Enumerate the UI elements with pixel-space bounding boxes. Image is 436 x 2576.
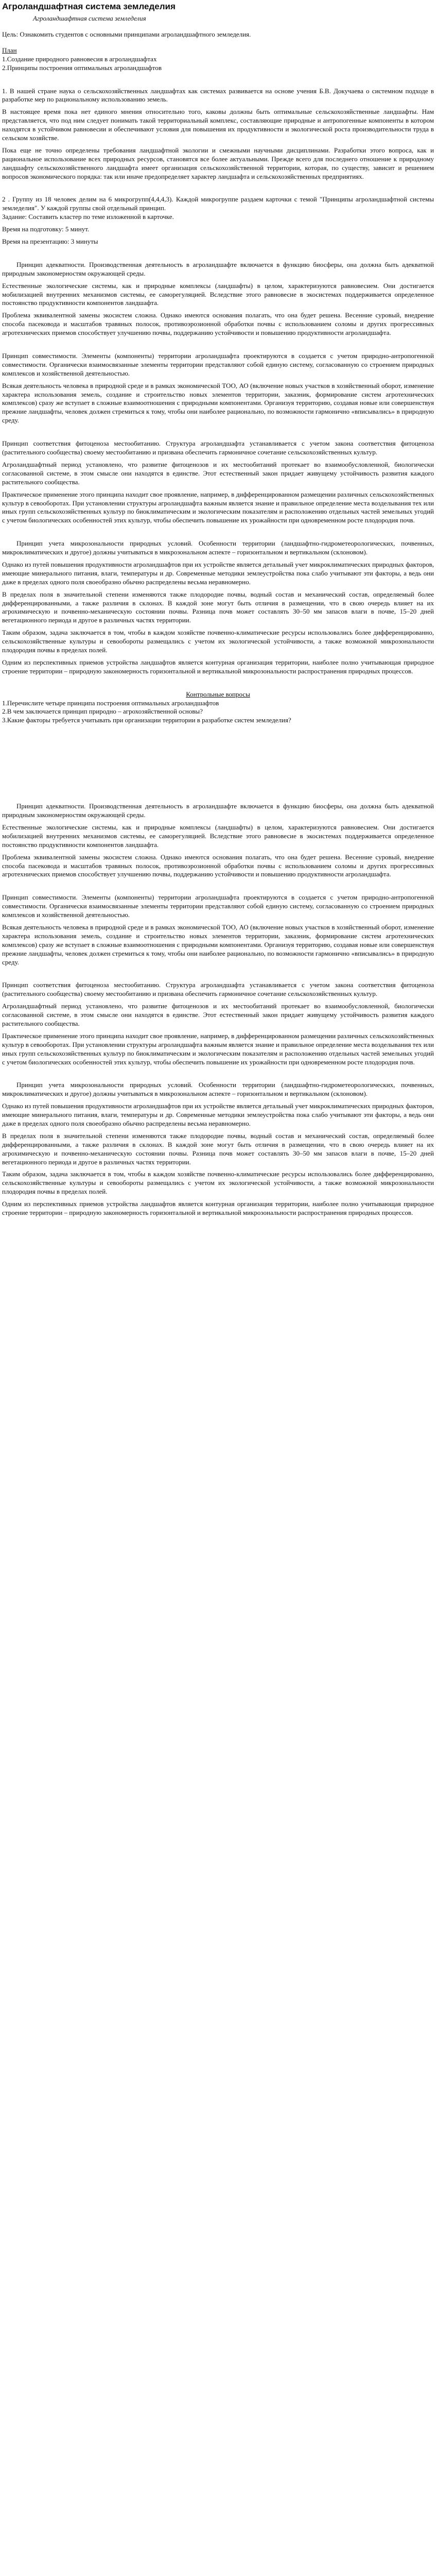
principle-paragraph-copy: Естественные экологические системы, как и природные комплексы (ландшафты) в целом, характеризуются равновесием. Они достигается мобилизацией внутренних механизмов системы, ее саморегуляцией. Вследствие этого равновесие в экосистемах поддерживается определенное постоянство продуктивности компонентов ландшафта. xyxy=(2,823,434,849)
principle-paragraph: Одним из перспективных приемов устройства ландшафтов является контурная организация территории, наиболее полно учитывающая природное строение территории – природную закономерность горизонтальной и вертикальной микрозональности распространения природных процессов. xyxy=(2,658,434,675)
plan-item: 2.Принципы построения оптимальных агроландшафтов xyxy=(2,63,162,72)
principle-paragraph-copy: Проблема эквивалентной замены экосистем сложна. Однако имеются основания полагать, что она будет решена. Весенние суровый, внедрение способа пасековода и масштабов травяных полосок, противоэрозионной обработки почвы с использованием соломы и других прогрессивных агротехнических приемов способствует улучшению почвы, поддержанию устойчивости и повышению продуктивности агроландшафта. xyxy=(2,853,434,878)
principle-paragraph-copy: Принцип адекватности. Производственная деятельность в агроландшафте включается в функцию биосферы, она должна быть адекватной природным закономерностям окружающей среды. xyxy=(2,802,434,819)
principle-paragraph: Принцип учета микрозональности природных условий. Особенности территории (ландшафтно-гидрометеорологических, почвенных, микроклиматических и другое) должны учитываться в микрозональном аспекте – горизонтальном и вертикальном (склоновом). xyxy=(2,539,434,556)
principle-paragraph: Агроландшафтный период установлено, что развитие фитоценозов и их местообитаний протекает во взаимообусловленной, биологически согласованной системе, в этом смысле они находятся в единстве. Этот естественный закон придает живущему устойчивость развития каждого растительного сообщества. xyxy=(2,460,434,486)
control-questions-heading: Контрольные вопросы xyxy=(186,690,250,698)
principle-paragraph-copy: Принцип соответствия фитоценоза местообитанию. Структура агроландшафта устанавливается с учетом закона соответствия фитоценоза (растительного сообщества) своему местообитанию и призвана обеспечить гармоничное сочетание сельскохозяйственных культур. xyxy=(2,981,434,998)
principle-paragraph-copy: Агроландшафтный период установлено, что развитие фитоценозов и их местообитаний протекает во взаимообусловленной, биологически согласованной системе, в этом смысле они находятся в единстве. Этот естественный закон придает живущему устойчивость развития каждого растительного сообщества. xyxy=(2,1002,434,1028)
principle-paragraph: Всякая деятельность человека в природной среде и в рамках экономической ТОО, АО (включение новых участков в хозяйственный оборот, изменение характера использования земель, создание и строительство новых элементов территории, заказник, формирование систем агротехнических комплексов) сразу же вступает в сложные взаимоотношения с природными компонентами. Организуя территорию, создавая новые или совершенствуя прежние ландшафты, человек должен стремиться к тому, чтобы они наиболее рационально, по возможности гармонично «вписывались» в природную среду. xyxy=(2,381,434,425)
principle-paragraph: Проблема эквивалентной замены экосистем сложна. Однако имеются основания полагать, что она будет решена. Весенние суровый, внедрение способа пасековода и масштабов травяных полосок, противоэрозионной обработки почвы с использованием соломы и других прогрессивных агротехнических приемов способствует улучшению почвы, поддержанию устойчивости и повышению продуктивности агроландшафта. xyxy=(2,311,434,337)
plan-item: 1.Создание природного равновесия в агроландшафтах xyxy=(2,55,157,63)
presentation-time: Время на презентацию: 3 минуты xyxy=(2,238,98,246)
principle-paragraph: Естественные экологические системы, как и природные комплексы (ландшафты) в целом, характеризуются равновесием. Они достигается мобилизацией внутренних механизмов системы, ее саморегуляцией. Вследствие этого равновесие в экосистемах поддерживается определенное постоянство продуктивности компонентов ландшафта. xyxy=(2,281,434,307)
principle-paragraph: В пределах поля в значительной степени изменяются также плодородие почвы, водный состав и механический состав, определяемый более дифференцированными, а также различия в склонах. В каждой зоне могут быть отличия в размещении, что в свою очередь влияет на их агрохимическую и почвенно-механическую состоянии почвы. Разница почв может составлять 30–50 мм запасов влаги в почве, 15–20 дней вегетационного периода и другое в различных частях территории. xyxy=(2,590,434,624)
principle-paragraph-copy: Таким образом, задача заключается в том, чтобы в каждом хозяйстве почвенно-климатические ресурсы использовались более дифференцированно, сельскохозяйственные культуры и севообороты размещались с учетом их экологической устойчивости, а также возможной микрозональности плодородия почвы в пределах полей. xyxy=(2,1170,434,1196)
intro-paragraph: 1. В нашей стране наука о сельскохозяйственных ландшафтах как системах развивается на основе учения Б.В. Докучаева о системном подходе в разработке мер по рациональному использованию земель. xyxy=(2,87,434,104)
control-question: 2.В чем заключается принцип природно – агрохозяйственной основы? xyxy=(2,707,203,716)
principle-paragraph: Однако из путей повышения продуктивности агроландшафтов при их устройстве является детальный учет микроклиматических природных факторов, имеющие минерального питания, влаги, температуры и др. Современные методики землеустройства пока слабо учитывают эти факторы, а ведь они даже в пределах одного поля своеобразно обычно распределены весьма неравномерно. xyxy=(2,560,434,586)
principle-paragraph-copy: Принцип совместимости. Элементы (компоненты) территории агроландшафта проектируются в создается с учетом природно-антропогенной совместимости. Органически взаимосвязанные элементы территории представляют собой единую систему, согласованную со строением природных комплексов и хозяйственной деятельностью. xyxy=(2,893,434,919)
principle-paragraph-copy: Практическое применение этого принципа находит свое проявление, например, в дифференцированном размещении различных сельскохозяйственных культур в севооборотах. При установлении структуры агроландшафта важным является знание и правильное определение места возделывания тех или иных групп сельскохозяйственных культур по биоклиматическим и экологическим показателям и расположению отдельных частей земельных угодий с учетом биологических особенностей этих культур, чтобы обеспечить повышение их урожайности при одновременном росте плодородия почв. xyxy=(2,1031,434,1066)
principle-paragraph: Таким образом, задача заключается в том, чтобы в каждом хозяйстве почвенно-климатические ресурсы использовались более дифференцированно, сельскохозяйственные культуры и севообороты размещались с учетом их экологической устойчивости, а также возможной микрозональности плодородия почвы в пределах полей. xyxy=(2,629,434,654)
principle-paragraph: Практическое применение этого принципа находит свое проявление, например, в дифференцированном размещении различных сельскохозяйственных культур в севооборотах. При установлении структуры агроландшафта важным является знание и правильное определение места возделывания тех или иных групп сельскохозяйственных культур по биоклиматическим и экологическим показателям и расположению отдельных частей земельных угодий с учетом биологических особенностей этих культур, чтобы обеспечить повышение их урожайности при одновременном росте плодородия почв. xyxy=(2,490,434,524)
task-paragraph: 2 . Группу из 18 человек делим на 6 микрогрупп(4,4,4,3). Каждой микрогруппе раздаем карточки с темой "Принципы агроландшафтной системы земледелия". У каждой группы свой отдельный принцип. xyxy=(2,195,434,212)
principle-paragraph-copy: Однако из путей повышения продуктивности агроландшафтов при их устройстве является детальный учет микроклиматических природных факторов, имеющие минерального питания, влаги, температуры и др. Современные методики землеустройства пока слабо учитывают эти факторы, а ведь они даже в пределах одного поля своеобразно обычно распределены весьма неравномерно. xyxy=(2,1102,434,1128)
document-title: Агроландшафтная система земледелия xyxy=(2,2,176,11)
control-question: 1.Перечислите четыре принципа построения оптимальных агроландшафтов xyxy=(2,699,219,707)
principle-paragraph-copy: Принцип учета микрозональности природных условий. Особенности территории (ландшафтно-гидрометеорологических, почвенных, микроклиматических и другое) должны учитываться в микрозональном аспекте – горизонтальном и вертикальном (склоновом). xyxy=(2,1081,434,1098)
control-question: 3.Какие факторы требуется учитывать при организации территории в разработке систем земледелия? xyxy=(2,716,291,724)
prep-time: Время на подготовку: 5 минут. xyxy=(2,225,90,233)
plan-label: План xyxy=(2,46,17,54)
principle-paragraph-copy: В пределах поля в значительной степени изменяются также плодородие почвы, водный состав и механический состав, определяемый более дифференцированными, а также различия в склонах. В каждой зоне могут быть отличия в размещении, что в свою очередь влияет на их агрохимическую и почвенно-механическую состоянии почвы. Разница почв может составлять 30–50 мм запасов влаги в почве, 15–20 дней вегетационного периода и другое в различных частях территории. xyxy=(2,1131,434,1166)
document-subtitle: Агроландшафтная система земледелия xyxy=(33,14,146,23)
intro-paragraph: В настоящее время пока нет единого мнения относительно того, каковы должны быть оптимальные сельскохозяйственные ландшафты. Нам представляется, что под ним следует понимать такой территориальный комплекс, составляющие природные и антропогенные компоненты в котором находятся в устойчивом равновесии и обеспечивают условия для повышения их продуктивности и экологической роста производительности труда в сельском хозяйстве. xyxy=(2,108,434,142)
intro-paragraph: Пока еще не точно определены требования ландшафтной экологии и смежными научными дисциплинами. Разработки этого вопроса, как и рациональное использование всех природных ресурсов, становятся все более актуальными. Прежде всего для последнего отношение к природному ландшафту сельскохозяйственного ландшафта имеет организация сельскохозяйственной территории, которая, по существу, зависит и решением вопросов экономического порядка: так или иначе предопределяет характер ландшафта и сельскохозяйственных предприятиях. xyxy=(2,146,434,180)
goal-text: Цель: Ознакомить студентов с основными принципами агроландшафтного земледелия. xyxy=(2,30,251,38)
principle-paragraph: Принцип соответствия фитоценоза местообитанию. Структура агроландшафта устанавливается с учетом закона соответствия фитоценоза (растительного сообщества) своему местообитанию и призвана обеспечить гармоничное сочетание сельскохозяйственных культур. xyxy=(2,439,434,456)
principle-paragraph: Принцип совместимости. Элементы (компоненты) территории агроландшафта проектируются в создается с учетом природно-антропогенной совместимости. Органически взаимосвязанные элементы территории представляют собой единую систему, согласованную со строением природных комплексов и хозяйственной деятельностью. xyxy=(2,352,434,377)
principle-paragraph: Принцип адекватности. Производственная деятельность в агроландшафте включается в функцию биосферы, она должна быть адекватной природным закономерностям окружающей среды. xyxy=(2,260,434,277)
principle-paragraph-copy: Всякая деятельность человека в природной среде и в рамках экономической ТОО, АО (включение новых участков в хозяйственный оборот, изменение характера использования земель, создание и строительство новых элементов территории, заказник, формирование систем агротехнических комплексов) сразу же вступает в сложные взаимоотношения с природными компонентами. Организуя территорию, создавая новые или совершенствуя прежние ландшафты, человек должен стремиться к тому, чтобы они наиболее рационально, по возможности гармонично «вписывались» в природную среду. xyxy=(2,923,434,966)
task-line: Задание: Составить кластер по теме изложенной в карточке. xyxy=(2,213,174,221)
principle-paragraph-copy: Одним из перспективных приемов устройства ландшафтов является контурная организация территории, наиболее полно учитывающая природное строение территории – природную закономерность горизонтальной и вертикальной микрозональности распространения природных процессов. xyxy=(2,1200,434,1217)
document-page xyxy=(0,1,436,1223)
